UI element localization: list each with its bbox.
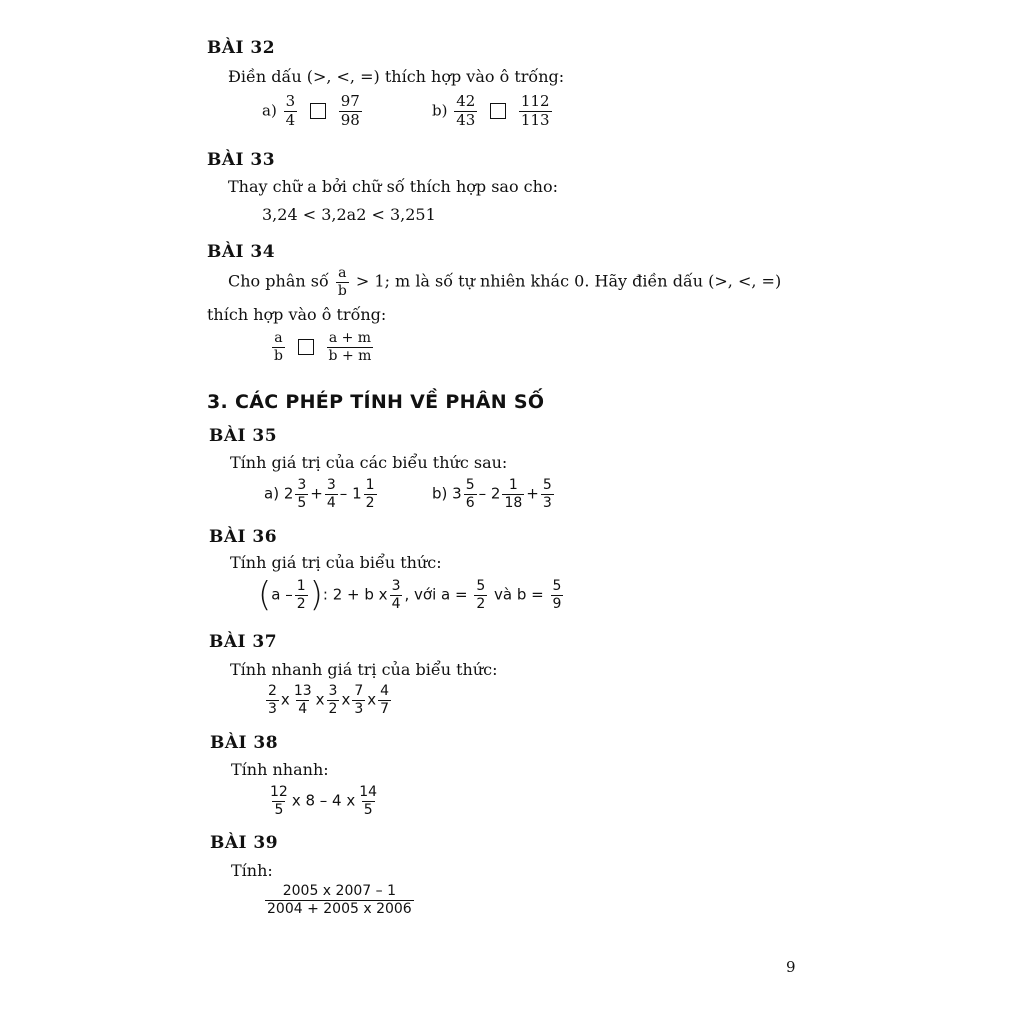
left-parenthesis: ( bbox=[258, 575, 272, 615]
exercise-34-comparison bbox=[270, 331, 375, 363]
denominator: 4 bbox=[391, 595, 401, 612]
expression-text: và b = bbox=[494, 585, 544, 604]
exercise-34-prompt-line2: thích hợp vào ô trống: bbox=[207, 305, 387, 324]
numerator: 97 bbox=[340, 92, 360, 110]
numerator: a bbox=[274, 330, 283, 346]
denominator: 2004 + 2005 x 2006 bbox=[267, 900, 412, 917]
exercise-34-title: BÀI 34 bbox=[207, 242, 276, 262]
denominator: 18 bbox=[504, 494, 523, 511]
denominator: b bbox=[337, 282, 347, 299]
part-label: b) bbox=[432, 101, 448, 120]
answer-box bbox=[490, 103, 506, 119]
answer-box bbox=[310, 103, 326, 119]
exercise-35-part-a bbox=[264, 478, 379, 510]
numerator: 7 bbox=[354, 683, 364, 699]
denominator: b bbox=[274, 347, 283, 364]
numerator: 1 bbox=[508, 477, 518, 493]
prompt-text: > 1; m là số tự nhiên khác 0. Hãy điền dấu (>, <, =) bbox=[355, 271, 782, 291]
numerator: 2005 x 2007 – 1 bbox=[282, 883, 396, 899]
denominator: 6 bbox=[465, 494, 475, 511]
exercise-39-expression bbox=[265, 884, 414, 916]
numerator: 42 bbox=[456, 92, 476, 110]
operator: x bbox=[315, 690, 325, 709]
denominator: 4 bbox=[298, 700, 308, 717]
expression-text: : 2 + b x bbox=[322, 585, 388, 604]
exercise-37-title: BÀI 37 bbox=[209, 632, 278, 652]
operator: x bbox=[367, 690, 377, 709]
denominator: b + m bbox=[328, 347, 372, 364]
answer-box bbox=[298, 339, 314, 355]
numerator: 5 bbox=[552, 577, 562, 594]
denominator: 5 bbox=[363, 801, 373, 818]
numerator: 5 bbox=[465, 477, 475, 493]
numerator: 3 bbox=[391, 577, 401, 594]
exercise-38-prompt: Tính nhanh: bbox=[231, 760, 329, 779]
numerator: a + m bbox=[328, 330, 372, 346]
numerator: 3 bbox=[328, 683, 338, 699]
whole-number: 3 bbox=[452, 484, 462, 503]
numerator: 3 bbox=[297, 477, 307, 493]
exercise-36-prompt: Tính giá trị của biểu thức: bbox=[230, 553, 442, 572]
numerator: 2 bbox=[268, 683, 277, 699]
numerator: 1 bbox=[296, 577, 306, 594]
exercise-36-title: BÀI 36 bbox=[209, 527, 278, 547]
part-label: a) bbox=[262, 101, 277, 120]
whole-number: 2 bbox=[283, 484, 294, 503]
operator: x bbox=[280, 690, 290, 709]
exercise-38-title: BÀI 38 bbox=[210, 733, 279, 753]
denominator: 4 bbox=[285, 110, 296, 129]
denominator: 3 bbox=[542, 494, 552, 511]
numerator: 14 bbox=[359, 784, 378, 800]
exercise-33-title: BÀI 33 bbox=[207, 150, 276, 170]
exercise-32-part-b bbox=[432, 94, 554, 129]
exercise-37-expression bbox=[264, 684, 393, 716]
denominator: 5 bbox=[274, 801, 284, 818]
denominator: 7 bbox=[380, 700, 390, 717]
section-heading: 3. CÁC PHÉP TÍNH VỀ PHÂN SỐ bbox=[207, 391, 545, 413]
right-parenthesis: ) bbox=[309, 575, 323, 615]
operator: x bbox=[341, 690, 351, 709]
exercise-39-prompt: Tính: bbox=[231, 861, 273, 880]
denominator: 2 bbox=[476, 595, 486, 612]
numerator: 1 bbox=[365, 477, 375, 493]
exercise-34-prompt bbox=[228, 266, 781, 298]
operator: – 2 bbox=[478, 484, 501, 503]
denominator: 3 bbox=[268, 700, 277, 717]
denominator: 43 bbox=[456, 110, 476, 129]
exercise-33-expression: 3,24 < 3,2a2 < 3,251 bbox=[262, 205, 436, 224]
exercise-35-part-b bbox=[432, 478, 556, 510]
exercise-35-title: BÀI 35 bbox=[209, 426, 278, 446]
numerator: 5 bbox=[476, 577, 486, 594]
exercise-32-prompt: Điền dấu (>, <, =) thích hợp vào ô trống: bbox=[228, 67, 565, 86]
part-label: b) bbox=[432, 484, 448, 503]
denominator: 4 bbox=[326, 494, 336, 511]
exercise-32-part-a bbox=[262, 94, 364, 129]
exercise-39-title: BÀI 39 bbox=[210, 833, 279, 853]
part-label: a) bbox=[264, 484, 280, 503]
expression-text: x 8 – 4 x bbox=[291, 791, 356, 810]
operator: – 1 bbox=[339, 484, 362, 503]
numerator: 13 bbox=[293, 683, 312, 699]
denominator: 2 bbox=[365, 494, 375, 511]
denominator: 9 bbox=[552, 595, 562, 612]
expression-text: , với a = bbox=[404, 585, 468, 604]
numerator: a bbox=[338, 265, 347, 281]
numerator: 12 bbox=[270, 784, 288, 800]
exercise-32-title: BÀI 32 bbox=[207, 38, 276, 58]
numerator: 4 bbox=[380, 683, 390, 699]
exercise-36-expression bbox=[258, 575, 565, 615]
denominator: 113 bbox=[520, 110, 550, 129]
exercise-33-prompt: Thay chữ a bởi chữ số thích hợp sao cho: bbox=[228, 177, 558, 196]
numerator: 3 bbox=[326, 477, 336, 493]
denominator: 2 bbox=[328, 700, 338, 717]
denominator: 5 bbox=[297, 494, 307, 511]
numerator: 3 bbox=[285, 92, 296, 110]
operator: + bbox=[526, 484, 539, 503]
prompt-text: Cho phân số bbox=[228, 271, 329, 291]
numerator: 112 bbox=[520, 92, 550, 110]
numerator: 5 bbox=[542, 477, 552, 493]
denominator: 3 bbox=[354, 700, 364, 717]
exercise-35-prompt: Tính giá trị của các biểu thức sau: bbox=[230, 453, 508, 472]
expression-text: a – bbox=[271, 585, 293, 604]
denominator: 98 bbox=[340, 110, 360, 129]
exercise-37-prompt: Tính nhanh giá trị của biểu thức: bbox=[230, 660, 498, 679]
denominator: 2 bbox=[296, 595, 306, 612]
page-number: 9 bbox=[786, 958, 796, 976]
operator: + bbox=[310, 484, 323, 503]
exercise-38-expression bbox=[266, 785, 381, 817]
